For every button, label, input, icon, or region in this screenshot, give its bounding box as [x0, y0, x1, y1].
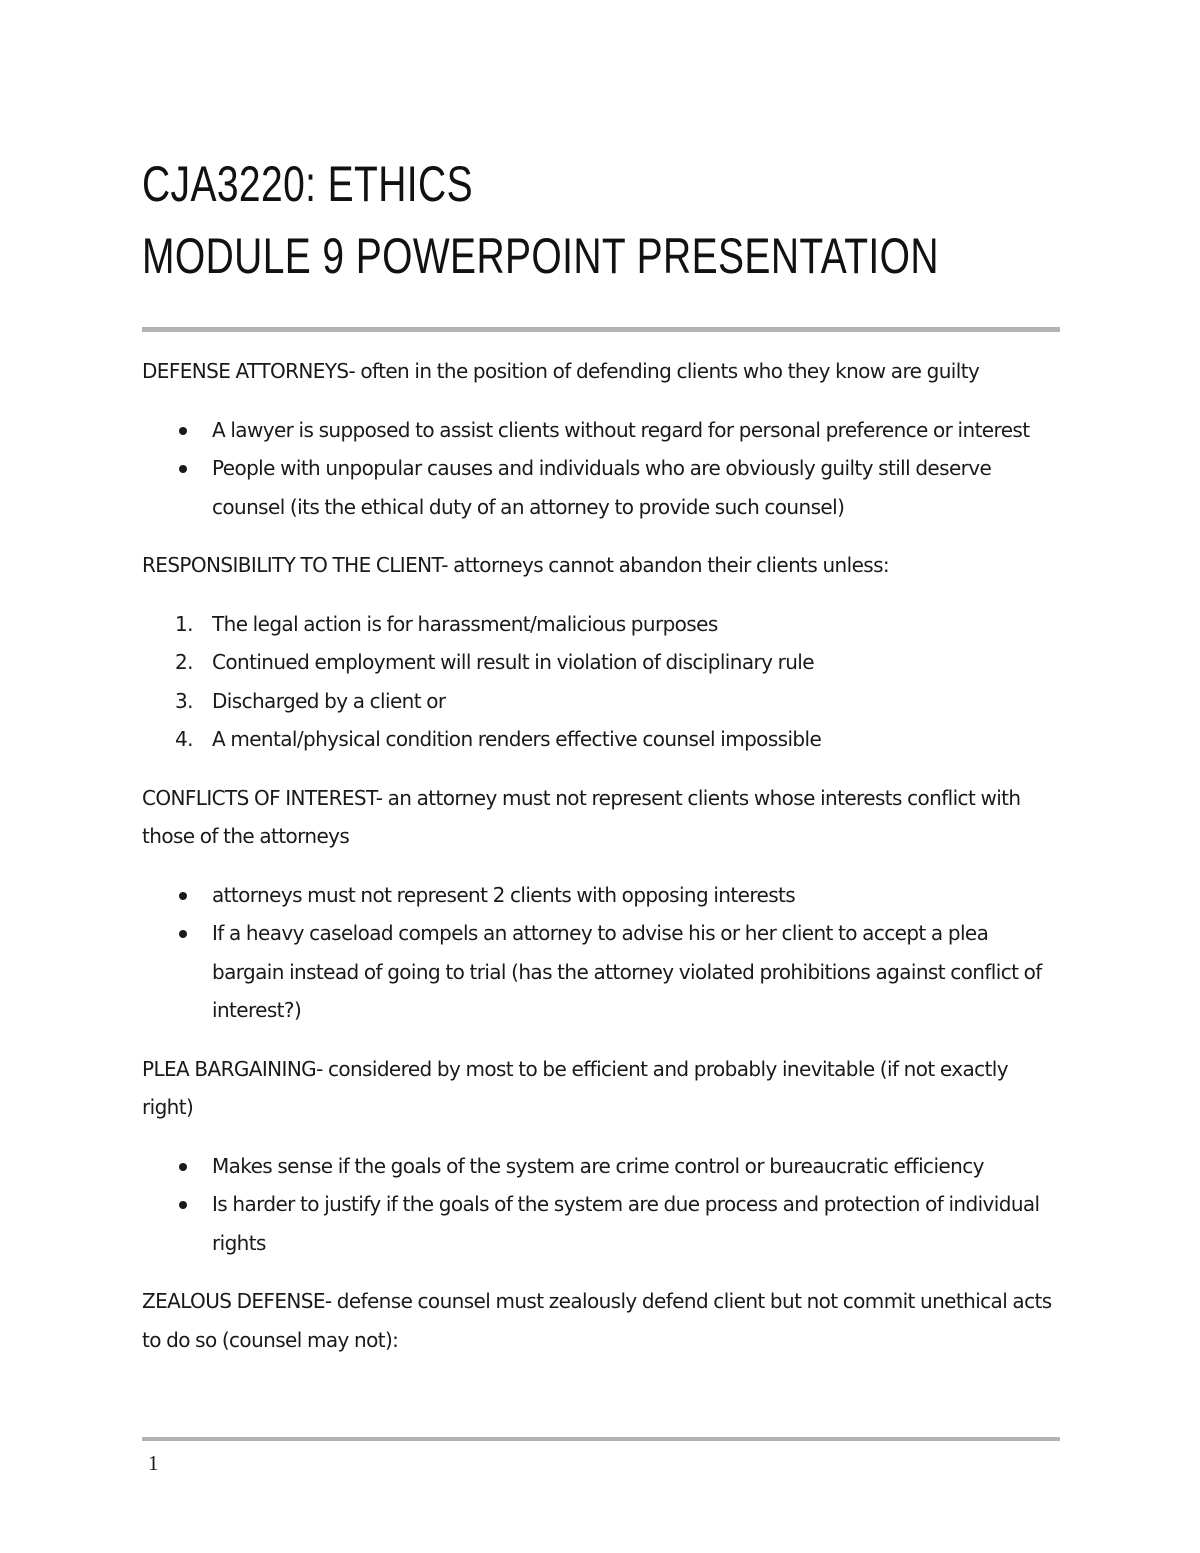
- list-item: [142, 643, 1060, 682]
- section-heading-responsibility: RESPONSIBILITY TO THE CLIENT- attorneys cannot abandon their clients unless:: [142, 553, 890, 577]
- list-number: 3.: [175, 688, 193, 713]
- document-title: [142, 148, 939, 292]
- list-item-text: Continued employment will result in violation of disciplinary rule: [212, 650, 814, 674]
- list-item: If a heavy caseload compels an attorney to advise his or her client to accept a plea bargain instead of going to trial (has the attorney violated prohibitions against conflict of interest?): [142, 914, 1060, 1030]
- section-heading-conflicts-of-interest: CONFLICTS OF INTEREST- an attorney must not represent clients whose interests conflict with those of the attorneys: [142, 785, 1021, 848]
- section-heading-plea-bargaining: PLEA BARGAINING- considered by most to be efficient and probably inevitable (if not exactly right): [142, 1056, 1008, 1119]
- document-page: [142, 0, 1060, 1553]
- bullet-list-conflicts-of-interest: [142, 876, 1060, 1030]
- list-item: [142, 682, 1060, 721]
- bullet-list-defense-attorneys: [142, 411, 1060, 527]
- list-item-text: A mental/physical condition renders effective counsel impossible: [212, 727, 822, 751]
- list-item-text: Discharged by a client or: [212, 688, 446, 713]
- page-number: 1: [148, 1451, 159, 1475]
- list-item: [142, 720, 1060, 759]
- title-line-1: CJA3220: ETHICS: [142, 156, 473, 212]
- bullet-list-plea-bargaining: [142, 1147, 1060, 1263]
- list-number: 4.: [175, 727, 193, 751]
- list-item-text: The legal action is for harassment/malicious purposes: [212, 611, 718, 636]
- footer-divider: [142, 1437, 1060, 1441]
- section-heading-zealous-defense: ZEALOUS DEFENSE- defense counsel must zealously defend client but not commit unethical acts to do so (counsel may not):: [142, 1289, 1052, 1352]
- title-line-2: MODULE 9 POWERPOINT PRESENTATION: [142, 228, 939, 284]
- list-item: People with unpopular causes and individuals who are obviously guilty still deserve counsel (its the ethical duty of an attorney to provide such counsel): [142, 449, 1060, 526]
- list-item: Makes sense if the goals of the system are crime control or bureaucratic efficiency: [142, 1147, 1060, 1186]
- list-number: 1.: [175, 611, 193, 636]
- section-heading-defense-attorneys: DEFENSE ATTORNEYS- often in the position of defending clients who they know are guilty: [142, 359, 980, 383]
- list-number: 2.: [175, 650, 193, 674]
- list-item: [142, 605, 1060, 644]
- header-divider: [142, 327, 1060, 332]
- numbered-list-responsibility: [142, 605, 1060, 759]
- list-item: A lawyer is supposed to assist clients without regard for personal preference or interest: [142, 411, 1060, 450]
- document-body: [142, 352, 1060, 1379]
- list-item: Is harder to justify if the goals of the system are due process and protection of individual rights: [142, 1185, 1060, 1262]
- list-item: attorneys must not represent 2 clients with opposing interests: [142, 876, 1060, 915]
